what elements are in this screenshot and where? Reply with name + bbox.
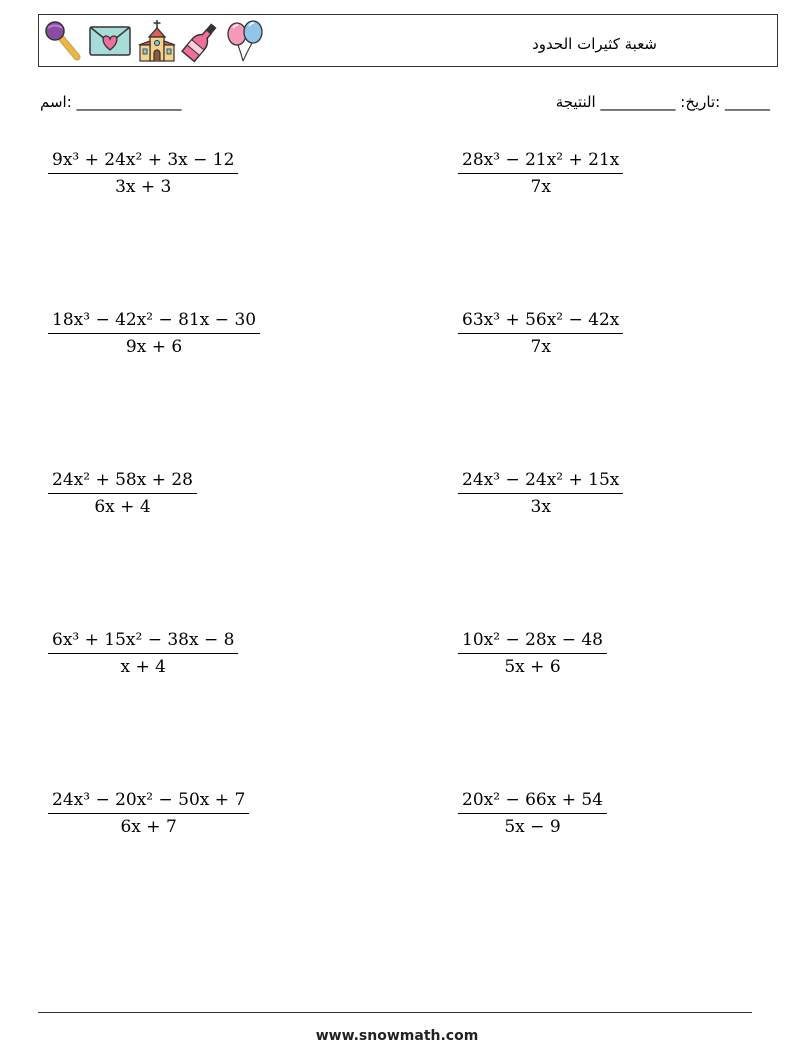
denominator: 9x + 6 — [125, 337, 183, 357]
numerator: 6x³ + 15x² − 38x − 8 — [48, 630, 238, 654]
denominator: 6x + 4 — [94, 497, 151, 517]
problem-7 — [48, 630, 238, 677]
denominator: 3x — [530, 497, 551, 517]
numerator: 24x³ − 20x² − 50x + 7 — [48, 790, 249, 814]
love-letter-icon — [87, 19, 133, 63]
denominator: 6x + 7 — [120, 817, 177, 837]
numerator: 28x³ − 21x² + 21x — [458, 150, 623, 174]
worksheet-title: شعبة كثيرات الحدود — [532, 35, 657, 53]
numerator: 20x² − 66x + 54 — [458, 790, 607, 814]
denominator: 7x — [530, 177, 551, 197]
microphone-icon — [43, 19, 83, 63]
denominator: x + 4 — [120, 657, 166, 677]
numerator: 18x³ − 42x² − 81x − 30 — [48, 310, 260, 334]
problem-9 — [48, 790, 249, 837]
header-box — [38, 14, 778, 67]
footer-url[interactable]: www.snowmath.com — [315, 1028, 479, 1044]
header-icons — [43, 19, 265, 63]
numerator: 9x³ + 24x² + 3x − 12 — [48, 150, 238, 174]
problem-3 — [48, 310, 260, 357]
church-icon — [137, 19, 177, 63]
denominator: 5x − 9 — [504, 817, 561, 837]
denominator: 3x + 3 — [115, 177, 172, 197]
numerator: 10x² − 28x − 48 — [458, 630, 607, 654]
name-field: ______________ :اسم — [40, 93, 182, 111]
problem-5 — [48, 470, 197, 517]
denominator: 5x + 6 — [504, 657, 561, 677]
problem-10 — [458, 790, 607, 837]
numerator: 63x³ + 56x² − 42x — [458, 310, 623, 334]
problem-8 — [458, 630, 607, 677]
balloons-icon — [225, 19, 265, 63]
problem-4 — [458, 310, 623, 357]
footer-divider — [38, 1012, 752, 1013]
date-score-field: ______ :تاريخ: __________ النتيجة — [555, 93, 770, 111]
problem-1 — [48, 150, 238, 197]
denominator: 7x — [530, 337, 551, 357]
numerator: 24x³ − 24x² + 15x — [458, 470, 623, 494]
champagne-bottle-icon — [181, 19, 221, 63]
problem-2 — [458, 150, 623, 197]
numerator: 24x² + 58x + 28 — [48, 470, 197, 494]
problem-6 — [458, 470, 623, 517]
